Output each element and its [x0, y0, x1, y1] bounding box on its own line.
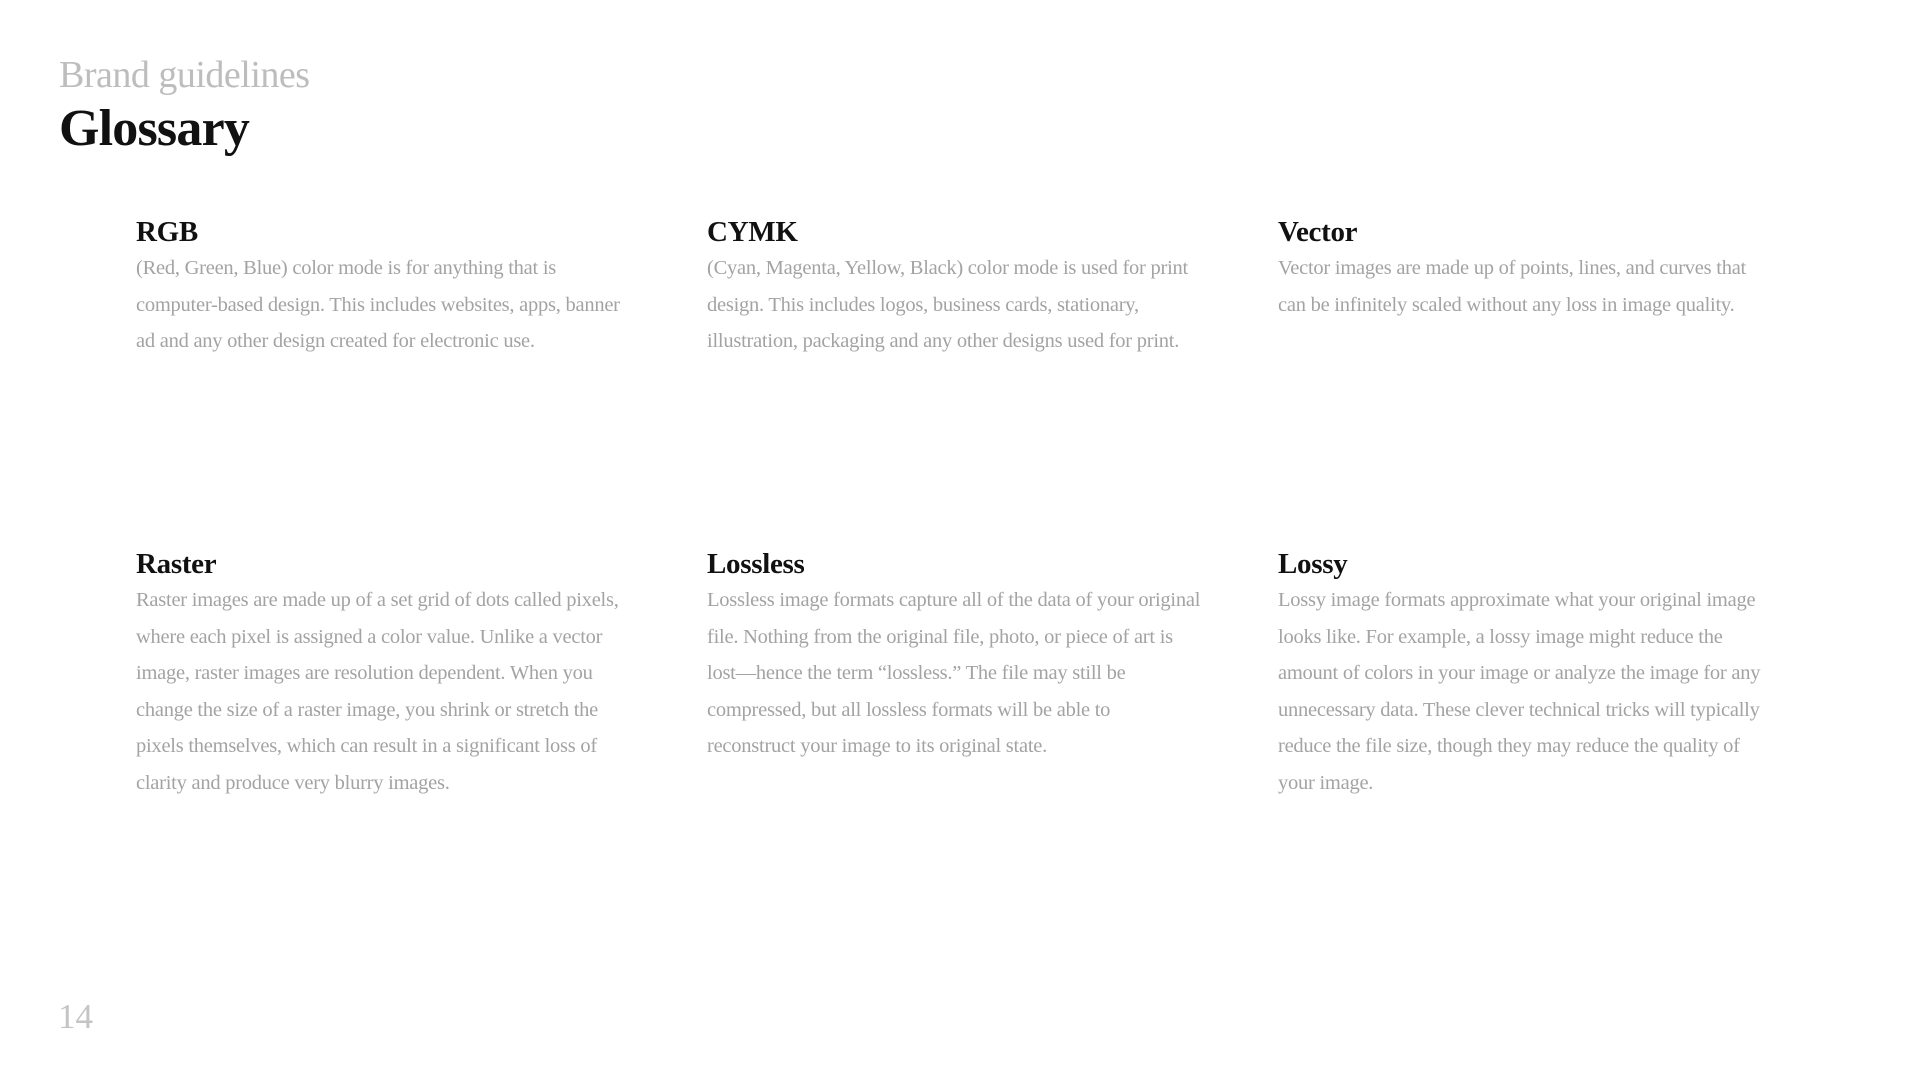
- glossary-term-cymk: [707, 215, 1202, 360]
- glossary-term-raster: [136, 547, 631, 801]
- page-number: 14: [58, 997, 93, 1036]
- section-label: Brand guidelines: [59, 54, 310, 96]
- term-description-lossless: Lossless image formats capture all of the data of your original file. Nothing from the original file, photo, or piece of art is lost—hence the term “lossless.” The file may still be compressed, but all lossless formats will be able to reconstruct your image to its original state.: [707, 589, 1201, 757]
- glossary-term-vector: [1278, 215, 1773, 323]
- glossary-term-lossless: [707, 547, 1202, 765]
- term-name-raster: Raster: [136, 548, 217, 580]
- glossary-term-rgb: [136, 215, 631, 360]
- term-name-rgb: RGB: [136, 216, 198, 248]
- term-description-cymk: (Cyan, Magenta, Yellow, Black) color mode is used for print design. This includes logos, business cards, stationary, illustration, packaging and any other designs used for print.: [707, 257, 1188, 352]
- term-description-rgb: (Red, Green, Blue) color mode is for anything that is computer-based design. This includes websites, apps, banner ad and any other design created for electronic use.: [136, 257, 620, 352]
- term-name-cymk: CYMK: [707, 216, 798, 248]
- term-description-vector: Vector images are made up of points, lines, and curves that can be infinitely scaled without any loss in image quality.: [1278, 257, 1746, 316]
- term-name-lossless: Lossless: [707, 548, 805, 580]
- glossary-term-lossy: [1278, 547, 1773, 801]
- term-description-raster: Raster images are made up of a set grid of dots called pixels, where each pixel is assigned a color value. Unlike a vector image, raster images are resolution dependent. When you change the size of a raster image, you shrink or stretch the pixels themselves, which can result in a significant loss of clarity and produce very blurry images.: [136, 589, 619, 794]
- term-name-lossy: Lossy: [1278, 548, 1348, 580]
- page-title: Glossary: [59, 100, 250, 157]
- term-description-lossy: Lossy image formats approximate what your original image looks like. For example, a lossy image might reduce the amount of colors in your image or analyze the image for any unnecessary data. These clever technical tricks will typically reduce the file size, though they may reduce the quality of your image.: [1278, 589, 1761, 794]
- term-name-vector: Vector: [1278, 216, 1358, 248]
